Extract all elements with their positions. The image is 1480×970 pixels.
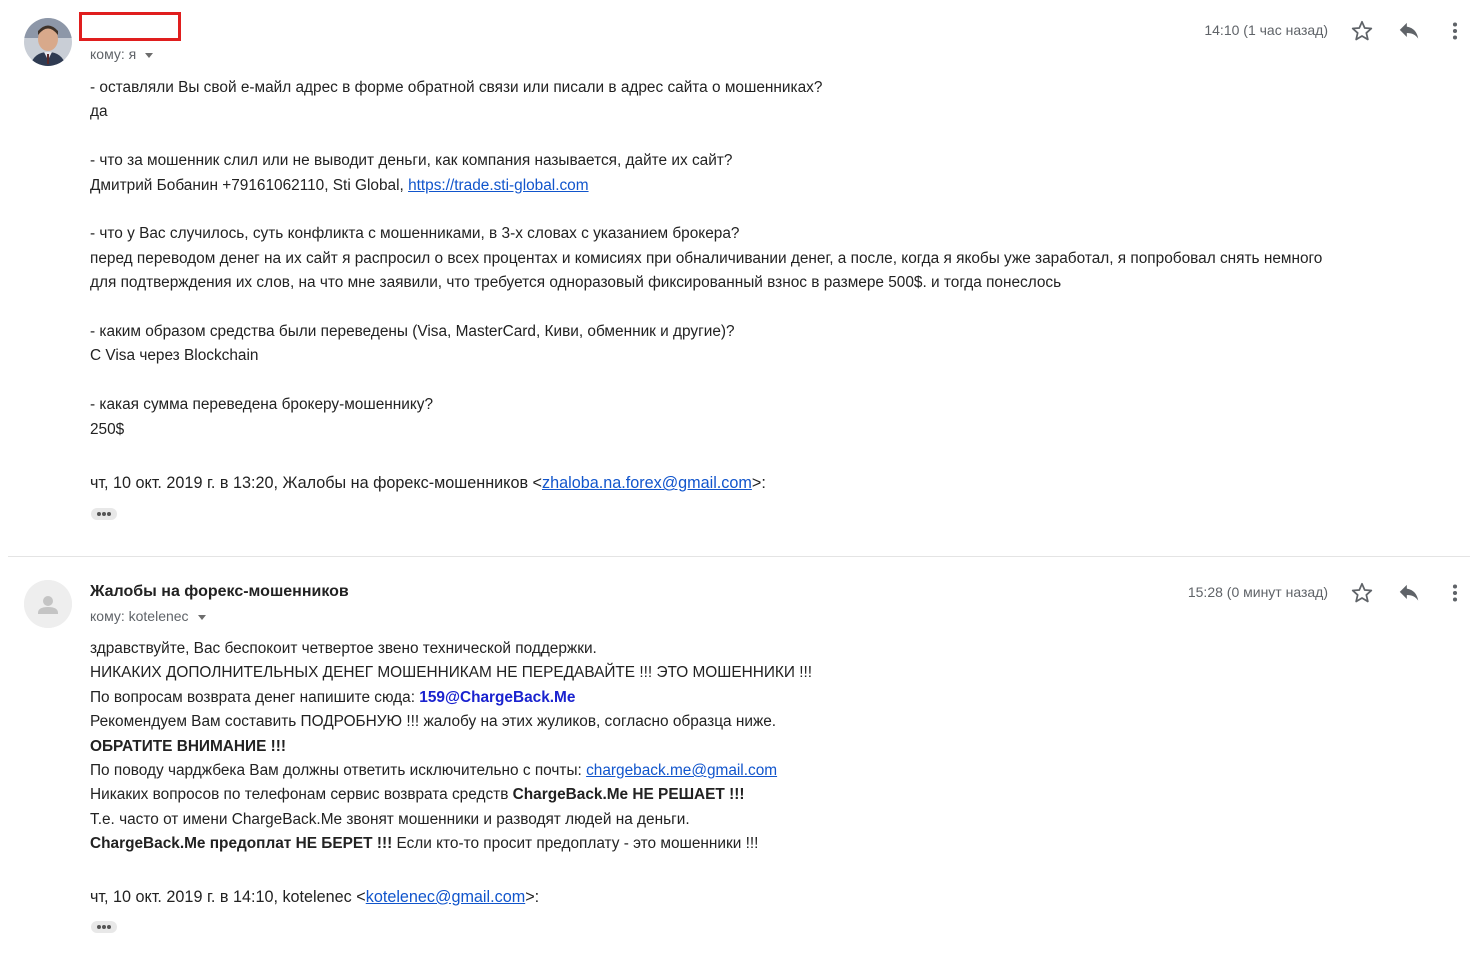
message-divider [8, 556, 1470, 557]
reply-icon [1396, 18, 1422, 44]
answer-4: С Visa через Blockchain [90, 347, 259, 365]
support-email[interactable]: 159@ChargeBack.Me [419, 688, 576, 706]
more-vertical-icon [1442, 580, 1468, 606]
reply-icon [1396, 580, 1422, 606]
star-button[interactable] [1349, 580, 1375, 606]
attention-heading: ОБРАТИТЕ ВНИМАНИЕ !!! [90, 737, 287, 755]
show-trimmed-content-button[interactable] [91, 508, 117, 520]
ellipsis-icon [97, 925, 101, 929]
body-line-2: НИКАКИХ ДОПОЛНИТЕЛЬНЫХ ДЕНЕГ МОШЕННИКАМ НЕ ПЕРЕДАВАЙТЕ !!! ЭТО МОШЕННИКИ !!! [90, 664, 813, 682]
recipients-line[interactable] [90, 46, 153, 62]
body-line-3 [90, 686, 1475, 710]
recipients-label: кому: kotelenec [90, 608, 189, 624]
body-line-7-text: Никаких вопросов по телефонам сервис возврата средств [90, 786, 513, 804]
body-line-3-text: По вопросам возврата денег напишите сюда: [90, 688, 420, 706]
quote-suffix: >: [525, 887, 540, 906]
chargeback-email-link[interactable]: chargeback.me@gmail.com [586, 762, 778, 780]
quote-suffix: >: [751, 474, 766, 493]
question-4: - каким образом средства были переведены (Visa, MasterCard, Киви, обменник и другие)? [90, 323, 735, 341]
recipients-line[interactable] [90, 608, 206, 624]
chevron-down-icon[interactable] [145, 53, 153, 58]
quote-header [90, 885, 1475, 909]
question-2: - что за мошенник слил или не выводит деньги, как компания называется, дайте их сайт? [90, 152, 733, 170]
avatar[interactable] [24, 18, 72, 66]
quote-email-link[interactable]: kotelenec@gmail.com [365, 887, 526, 906]
body-line-5 [90, 735, 1475, 759]
message-body [90, 76, 1475, 495]
body-line-6-text: По поводу чарджбека Вам должны ответить исключительно с почты: [90, 762, 587, 780]
reply-button[interactable] [1396, 18, 1422, 44]
more-options-button[interactable] [1442, 580, 1468, 606]
sender-photo [24, 18, 72, 66]
more-options-button[interactable] [1442, 18, 1468, 44]
body-line-9-text: Если кто-то просит предоплату - это мошенники !!! [392, 835, 759, 853]
ellipsis-icon [97, 512, 101, 516]
message-time: 15:28 (0 минут назад) [1187, 584, 1328, 600]
body-line-6 [90, 759, 1475, 783]
answer-2 [90, 174, 1475, 198]
message-time: 14:10 (1 час назад) [1204, 22, 1328, 38]
answer-1: да [90, 103, 108, 121]
more-vertical-icon [1442, 18, 1468, 44]
body-line-1: здравствуйте, Вас беспокоит четвертое звено технической поддержки. [90, 640, 597, 657]
quote-prefix: чт, 10 окт. 2019 г. в 13:20, Жалобы на форекс-мошенников < [90, 474, 542, 493]
sender-name-redacted [79, 12, 181, 41]
answer-5: 250$ [90, 420, 125, 438]
star-icon [1349, 580, 1375, 606]
chevron-down-icon[interactable] [198, 615, 206, 620]
answer-3-line-2: для подтверждения их слов, на что мне заявили, что требуется одноразовый фиксированный взнос в размере 500$. и тогда понеслось [90, 274, 1062, 292]
recipients-label: кому: я [90, 46, 137, 62]
star-icon [1349, 18, 1375, 44]
sender-name[interactable]: Жалобы на форекс-мошенников [90, 583, 349, 600]
body-line-8: Т.е. часто от имени ChargeBack.Me звонят мошенники и разводят людей на деньги. [90, 810, 690, 828]
body-line-9-bold: ChargeBack.Me предоплат НЕ БЕРЕТ !!! [90, 835, 393, 853]
message-body [90, 637, 1475, 909]
answer-2-text: Дмитрий Бобанин +79161062110, Sti Global, [90, 176, 409, 194]
body-line-9 [90, 832, 1475, 856]
question-3: - что у Вас случилось, суть конфликта с мошенниками, в 3-х словах с указанием брокера? [90, 225, 740, 243]
question-5: - какая сумма переведена брокеру-мошеннику? [90, 396, 434, 414]
body-line-7 [90, 783, 1475, 807]
body-line-7-bold: ChargeBack.Me НЕ РЕШАЕТ !!! [512, 786, 745, 804]
message-2 [0, 560, 1480, 970]
quote-prefix: чт, 10 окт. 2019 г. в 14:10, kotelenec < [90, 887, 366, 906]
broker-site-link[interactable]: https://trade.sti-global.com [408, 176, 589, 194]
answer-3-line-1: перед переводом денег на их сайт я распросил о всех процентах и комисиях при обналичивании денег, а после, когда я якобы уже заработал, я попробовал снять немного [90, 249, 1323, 267]
reply-button[interactable] [1396, 580, 1422, 606]
question-1: - оставляли Вы свой е-майл адрес в форме обратной связи или писали в адрес сайта о мошенниках? [90, 79, 823, 96]
body-line-4: Рекомендуем Вам составить ПОДРОБНУЮ !!! жалобу на этих жуликов, согласно образца ниже. [90, 713, 777, 731]
star-button[interactable] [1349, 18, 1375, 44]
quote-header [90, 471, 1475, 495]
avatar[interactable] [24, 580, 72, 628]
show-trimmed-content-button[interactable] [91, 921, 117, 933]
quote-email-link[interactable]: zhaloba.na.forex@gmail.com [542, 474, 752, 493]
person-icon [24, 580, 72, 628]
